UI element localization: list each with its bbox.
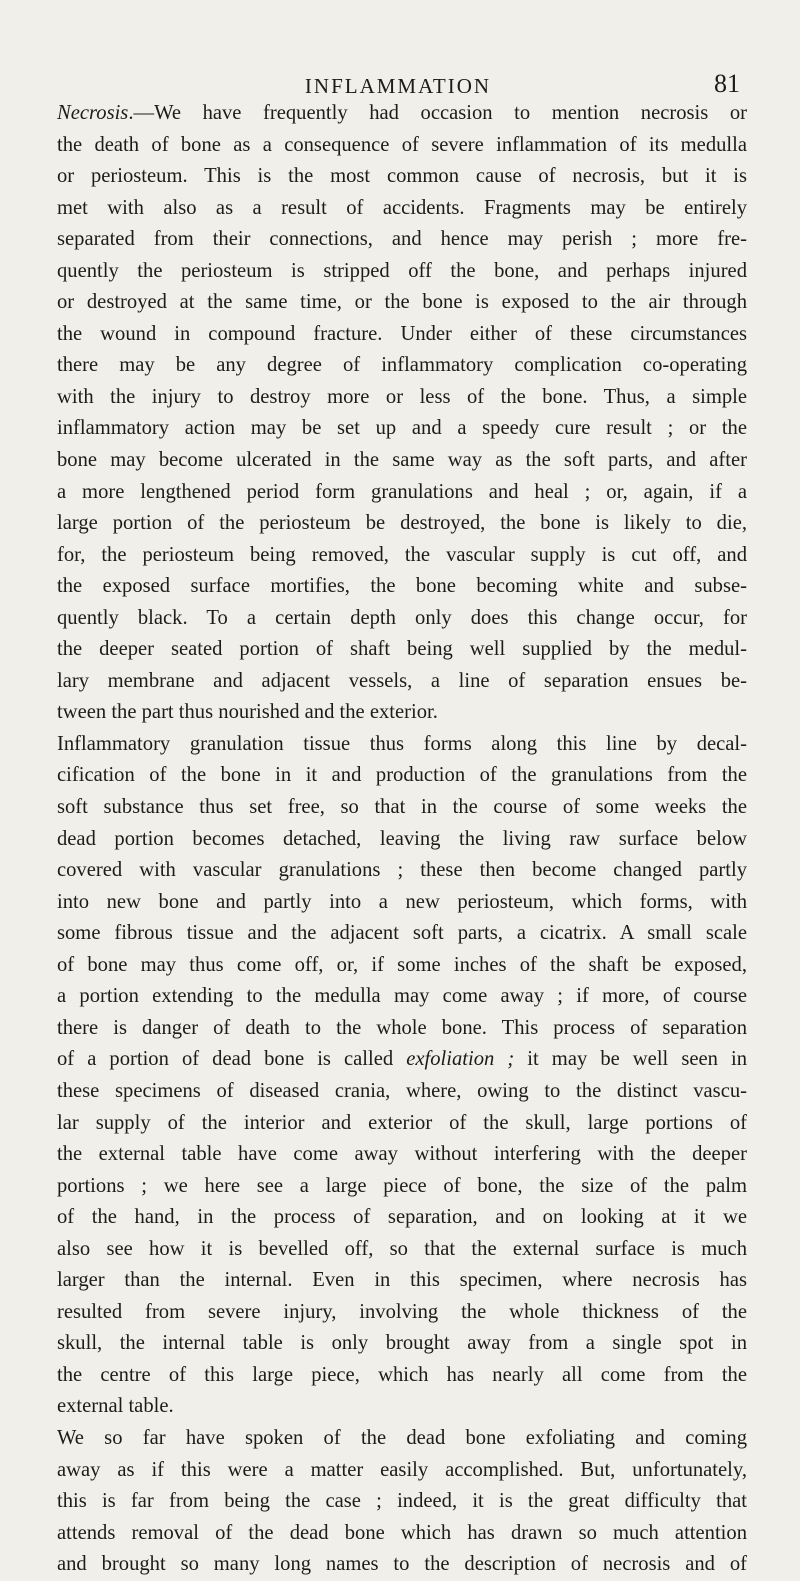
text-line [57, 1518, 747, 1550]
paragraph [57, 1423, 747, 1581]
line-text: of the hand, in the process of separation, and on looking at it we [57, 1206, 747, 1229]
body-text [57, 98, 747, 1581]
text-line [57, 729, 747, 761]
line-text: these specimens of diseased crania, where, owing to the distinct vascu- [57, 1079, 747, 1102]
text-line [57, 760, 747, 792]
line-text: the death of bone as a consequence of severe inflammation of its medulla [57, 133, 747, 156]
line-text: the deeper seated portion of shaft being well supplied by the medul- [57, 638, 747, 661]
line-text: external table. [57, 1395, 174, 1418]
line-text: some fibrous tissue and the adjacent soft parts, a cicatrix. A small scale [57, 922, 747, 945]
line-text: skull, the internal table is only brought away from a single spot in [57, 1332, 747, 1355]
text-line [57, 887, 747, 919]
text-line [57, 1423, 747, 1455]
running-title: INFLAMMATION [304, 74, 492, 98]
italic-term: exfoliation ; [406, 1048, 515, 1071]
line-text: quently black. To a certain depth only does this change occur, for [57, 606, 747, 629]
text-line [57, 1202, 747, 1234]
line-text: resulted from severe injury, involving the whole thickness of the [57, 1300, 747, 1323]
text-line [57, 571, 747, 603]
text-line [57, 1265, 747, 1297]
line-text: separated from their connections, and hence may perish ; more fre- [57, 228, 747, 251]
line-text: large portion of the periosteum be destroyed, the bone is likely to die, [57, 512, 747, 535]
line-text: Inflammatory granulation tissue thus forms along this line by decal- [57, 732, 747, 755]
line-text: a more lengthened period form granulations and heal ; or, again, if a [57, 480, 747, 503]
text-line [57, 1391, 747, 1423]
line-text: the centre of this large piece, which has nearly all come from the [57, 1363, 747, 1386]
line-text: cification of the bone in it and production of the granulations from the [57, 764, 747, 787]
line-text: the wound in compound fracture. Under either of these circumstances [57, 322, 747, 345]
text-line [57, 319, 747, 351]
line-text: covered with vascular granulations ; these then become changed partly [57, 859, 747, 882]
text-line [57, 1108, 747, 1140]
line-text: the exposed surface mortifies, the bone becoming white and subse- [57, 575, 747, 598]
line-text: it may be well seen in [514, 1048, 747, 1071]
text-line [57, 1139, 747, 1171]
line-text: of a portion of dead bone is called [57, 1048, 407, 1071]
line-text: for, the periosteum being removed, the vascular supply is cut off, and [57, 543, 747, 566]
page-number: 81 [714, 69, 740, 98]
line-text: there is danger of death to the whole bone. This process of separation [57, 1016, 747, 1039]
text-line [57, 224, 747, 256]
text-line [57, 161, 747, 193]
line-text: into new bone and partly into a new periosteum, which forms, with [57, 890, 747, 913]
text-line [57, 1455, 747, 1487]
line-text: or destroyed at the same time, or the bone is exposed to the air through [57, 291, 747, 314]
line-text: lary membrane and adjacent vessels, a line of separation ensues be- [57, 669, 747, 692]
text-line [57, 413, 747, 445]
text-line [57, 855, 747, 887]
text-line [57, 1044, 747, 1076]
text-line [57, 1328, 747, 1360]
text-line [57, 697, 747, 729]
line-text: attends removal of the dead bone which has drawn so much attention [57, 1521, 747, 1544]
line-text: tween the part thus nourished and the exterior. [57, 701, 438, 724]
text-line [57, 792, 747, 824]
text-line [57, 981, 747, 1013]
paragraph [57, 729, 747, 1423]
text-line [57, 666, 747, 698]
text-line [57, 1171, 747, 1203]
line-text: .—We have frequently had occasion to mention necrosis or [128, 102, 747, 124]
text-line [57, 918, 747, 950]
line-text: We so far have spoken of the dead bone exfoliating and coming [57, 1426, 747, 1449]
text-line [57, 824, 747, 856]
text-line [57, 603, 747, 635]
line-text: away as if this were a matter easily accomplished. But, unfortunately, [57, 1458, 747, 1481]
text-line [57, 445, 747, 477]
text-line [57, 287, 747, 319]
text-line [57, 508, 747, 540]
line-text: of bone may thus come off, or, if some inches of the shaft be exposed, [57, 953, 747, 976]
line-text: dead portion becomes detached, leaving the living raw surface below [57, 827, 747, 850]
text-line [57, 350, 747, 382]
text-line [57, 382, 747, 414]
text-line [57, 1234, 747, 1266]
text-line [57, 1549, 747, 1581]
line-text: bone may become ulcerated in the same way as the soft parts, and after [57, 449, 747, 472]
text-line [57, 540, 747, 572]
text-line [57, 1486, 747, 1518]
line-text: or periosteum. This is the most common cause of necrosis, but it is [57, 165, 747, 188]
text-line [57, 634, 747, 666]
text-line [57, 1076, 747, 1108]
text-line [57, 950, 747, 982]
line-text: portions ; we here see a large piece of bone, the size of the palm [57, 1174, 747, 1197]
text-line [57, 256, 747, 288]
line-text: and brought so many long names to the description of necrosis and of [57, 1553, 747, 1576]
text-line [57, 193, 747, 225]
line-text: soft substance thus set free, so that in the course of some weeks the [57, 796, 747, 819]
italic-term: Necrosis [57, 102, 129, 124]
paragraph [57, 98, 747, 729]
line-text: the external table have come away without interfering with the deeper [57, 1143, 747, 1166]
line-text: there may be any degree of inflammatory complication co-operating [57, 354, 747, 377]
line-text: also see how it is bevelled off, so that the external surface is much [57, 1237, 747, 1260]
line-text: with the injury to destroy more or less of the bone. Thus, a simple [57, 385, 747, 408]
text-line [57, 1013, 747, 1045]
line-text: larger than the internal. Even in this specimen, where necrosis has [57, 1269, 747, 1292]
line-text: quently the periosteum is stripped off the bone, and perhaps injured [57, 259, 747, 282]
line-text: a portion extending to the medulla may come away ; if more, of course [57, 985, 747, 1008]
text-line [57, 1360, 747, 1392]
line-text: met with also as a result of accidents. Fragments may be entirely [57, 196, 747, 219]
text-line [57, 130, 747, 162]
line-text: this is far from being the case ; indeed, it is the great difficulty that [57, 1490, 747, 1513]
text-line [57, 98, 747, 130]
text-line [57, 477, 747, 509]
line-text: inflammatory action may be set up and a speedy cure result ; or the [57, 417, 747, 440]
text-line [57, 1297, 747, 1329]
line-text: lar supply of the interior and exterior of the skull, large portions of [57, 1111, 747, 1134]
